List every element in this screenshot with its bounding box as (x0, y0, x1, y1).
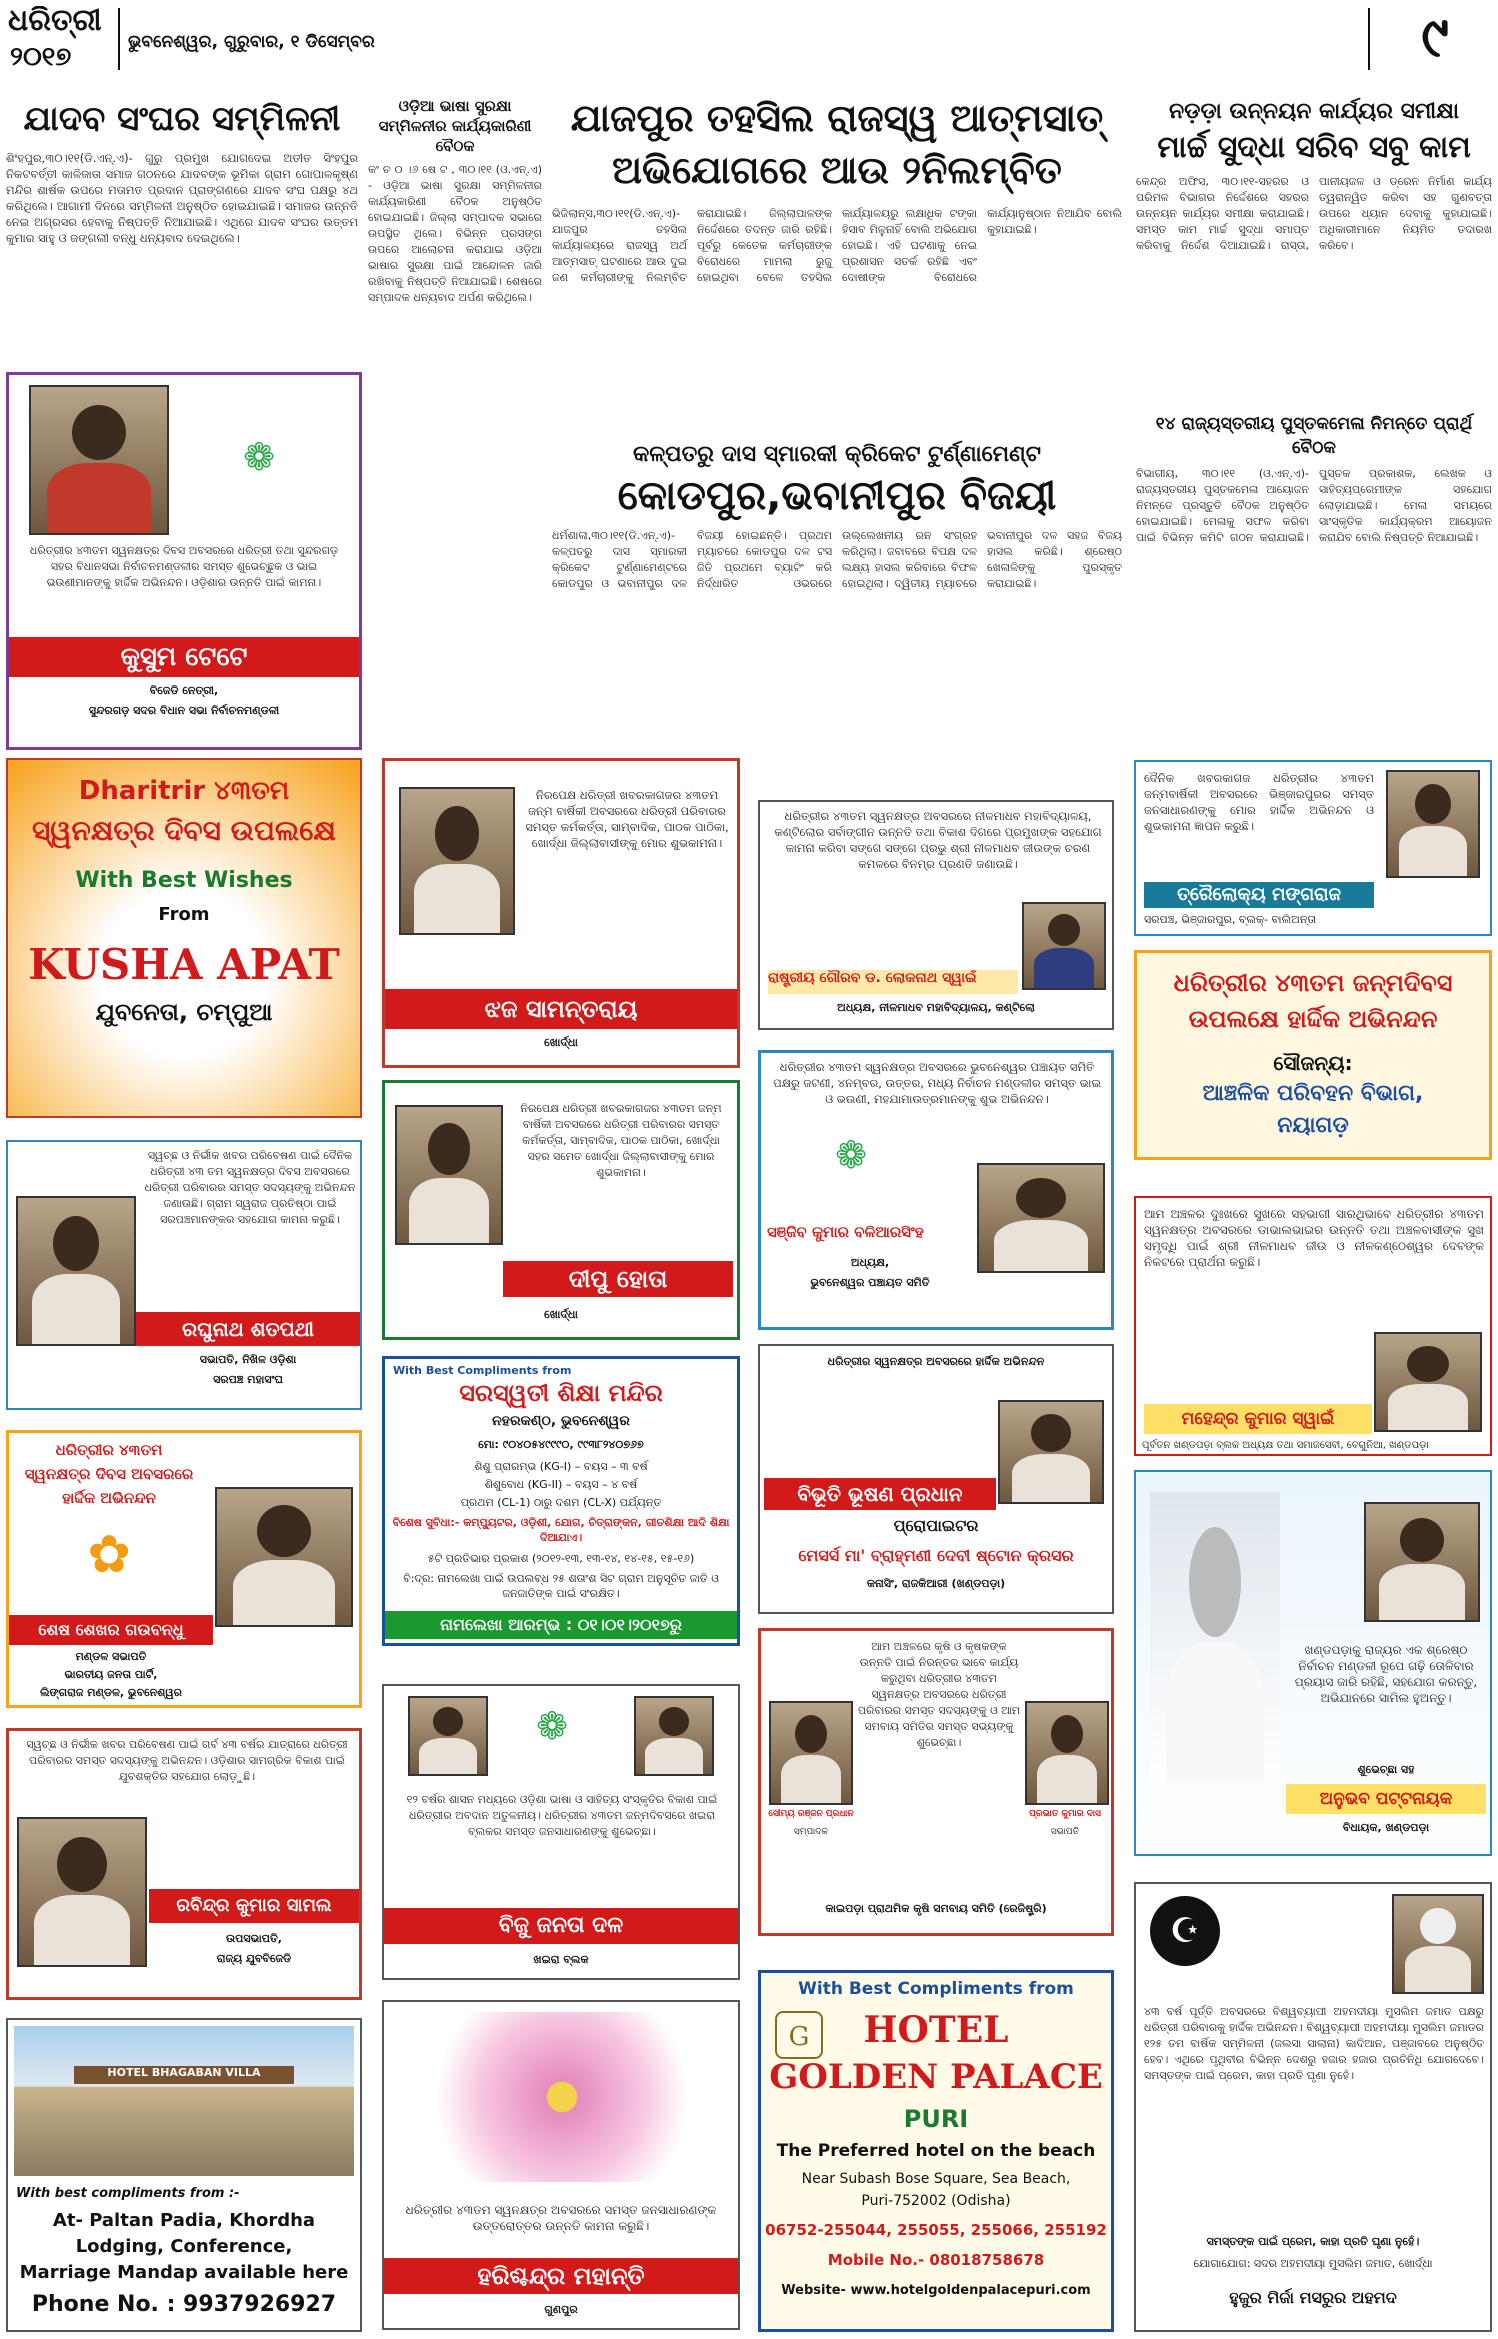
ad-role: ଅଧ୍ୟକ୍ଷ, (850, 1256, 890, 1269)
ad-firm: ମେସର୍ସ ମା' ବ୍ରାହ୍ମଣୀ ଦେବୀ ଷ୍ଟୋନ କ୍ରସର (798, 1546, 1074, 1565)
ad-header: With Best Compliments from (393, 1364, 572, 1377)
ad-phone: ମୋ: ୯୦୪୦୫୪୯୯୯୦, ୯୯୩୮୨୪୦୭୬୭ (478, 1438, 644, 1451)
ad-line4: ବିଶେଷ ସୁବିଧା:- କମ୍ପ୍ୟୁଟର, ଓଡ଼ିଶୀ, ଯୋଗ, ଚିତ୍ରାଙ୍କନ, ଗୀତଶିକ୍ଷା ଆଦି ଶିକ୍ଷା ଦିଆଯାଏ। (392, 1516, 730, 1544)
ad-place: ଖଇରା ବ୍ଲକ (533, 1953, 589, 1966)
ad-title-line1: Dharitrir ୪୩ତମ (78, 776, 290, 806)
ad-name: ରଘୁନାଥ ଶତପଥୀ (136, 1312, 360, 1346)
headline: କଳ୍ପତରୁ ଦାସ ସ୍ମାରକୀ କ୍ରିକେଟ ଟୁର୍ଣ୍ଣାମେଣ୍ଟ (633, 442, 1041, 467)
article-yadav (6, 96, 358, 366)
hotel-address1: Near Subash Bose Square, Sea Beach, (801, 2171, 1071, 2187)
portrait-photo (215, 1487, 353, 1627)
ad-name: ରବିନ୍ଦ୍ର କୁମାର ସାମଲ (149, 1889, 359, 1923)
ad-place: ଭୁବନେଶ୍ୱର ପଞ୍ଚାୟତ ସମିତି (810, 1276, 930, 1289)
ad-role: ସରପଞ୍ଚ, ଭିଞ୍ଜାରପୁର, ବ୍ଲକ୍- ବାଲିଅନ୍ତା (1144, 913, 1317, 926)
portrait-photo-left (769, 1701, 853, 1805)
ad-place: ଗୁଣପୁର (544, 2303, 578, 2316)
person1-role: ସମ୍ପାଦକ (793, 1827, 829, 1837)
ad-sanjib (758, 1050, 1114, 1330)
ad-role1: ମଣ୍ଡଳ ସଭାପତି (75, 1650, 147, 1663)
ad-role: ବିଧାୟକ, ଖଣ୍ଡପଡ଼ା (1342, 1821, 1430, 1834)
ad-dipu (382, 1080, 740, 1340)
ad-line5: ୫ଟି ପ୍ରତିଭାର ପ୍ରକାଶ (୨୦୧୨-୧୩, ୧୩-୧୪, ୧୪-୧୫, ୧୫-୧୬) (427, 1552, 695, 1565)
flower-image (404, 2012, 720, 2182)
ad-title-line3: ହାର୍ଦ୍ଦିକ ଅଭିନନ୍ଦନ (62, 1489, 156, 1507)
bjd-conch-icon: ❁ (536, 1704, 568, 1748)
portrait-photo (1392, 1894, 1484, 1994)
headline: ୧୪ ରାଜ୍ୟସ୍ତରୀୟ ପୁସ୍ତକମେଳା ନିମନ୍ତେ ପ୍ରାର୍ଥି ବୈଠକ (1155, 414, 1473, 458)
ad-sesha (6, 1430, 362, 1708)
ad-role1: ସଭାପତି, ନିଖିଳ ଓଡ଼ିଶା (199, 1353, 297, 1366)
page-number: ୯ (1421, 5, 1449, 70)
ad-line2: Lodging, Conference, (75, 2236, 293, 2257)
bjp-lotus-icon: ✿ (87, 1525, 131, 1585)
hotel-name-line1: HOTEL (863, 2009, 1009, 2051)
ad-admission: ନାମଲେଖା ଆରମ୍ଭ : ୦୧।୦୧।୨୦୧୭ରୁ (385, 1611, 737, 1639)
ad-name: କୁସୁମ ଟେଟେ (9, 637, 359, 677)
hotel-tagline: The Preferred hotel on the beach (776, 2141, 1096, 2161)
ad-bhagaban-villa (6, 2018, 362, 2332)
ad-name: ହରିଶ୍ଚନ୍ଦ୍ର ମହାନ୍ତି (384, 2258, 738, 2294)
ad-message: ନିରପେକ୍ଷ ଧରିତ୍ରୀ ଖବରକାଗଜର ୪୩ତମ ଜନ୍ମ ବାର୍ଷିକୀ ଅବସରରେ ଧରିତ୍ରୀ ପରିବାରର ସମସ୍ତ କର୍ମକର୍ତ୍ତା, ସାମ୍ବାଦିକ, ପାଠକ ପାଠିକା, ଖୋର୍ଦ୍ଧା ସହର ସମେତ ଖୋର୍ଦ୍ଧା ଜିଲ୍ଲାବାସୀଙ୍କୁ ମୋର ଶୁଭକାମନା। (520, 1102, 722, 1179)
portrait-photo (16, 1196, 136, 1346)
article-body: ଶିଂହପୁର,୩୦।୧୧(ଡି.ଏନ୍.ଏ)- ଗୁରୁ ପ୍ରମୁଖ ଯୋଗଦେଇ ଅତୀତ ସିଂହପୁର ନିକଟବର୍ତ୍ତୀ କାଳିଜାତା ସମାଜ ଗଠନରେ ଯାଦବଙ୍କ ଭୂମିକା ଗ୍ରାମ ଗୋପାଳକୃଷ୍ଣ ମନ୍ଦିର ଶାର୍ଷକ ଉପରେ ମତାମତ ପ୍ରଦାନ ପ୍ରାଙ୍ଗଣରେ ଯାଦବ ସଂଘ ପକ୍ଷରୁ ୪ଥ କରିଥିଲେ। ଆଗାମୀ ଦିନରେ ସମ୍ମିଳନୀ ଅନୁଷ୍ଠିତ ହୋଇଯାଇଛି। ସମାଜର ଉନ୍ନତି ନେଇ ଅଗ୍ରସର ହେବାକୁ ନିଷ୍ପତ୍ତି ନିଆଯାଇଛି। ଏଥିରେ ଯାଦବ ସଂଘର ଉତ୍ତମ କୁମାର ସାହୁ ଓ ଜଙ୍ଗଲୀ ବନ୍ଧୁ ଧନ୍ୟବାଦ ଦେଇଥିଲେ। (6, 151, 358, 245)
ad-place: ନୟାଗଡ଼ (1277, 1113, 1349, 1138)
hotel-website[interactable]: Website- www.hotelgoldenpalacepuri.com (781, 2283, 1091, 2298)
portrait-photo-leader (408, 1696, 488, 1776)
ad-message: ଆମ ଅଞ୍ଚଳର ଦୁଃଖରେ ସୁଖରେ ସହଭାଗୀ ସାରଥିଭାବେ ଧରିତ୍ରୀର ୪୩ତମ ସ୍ୱନକ୍ଷତ୍ର ଅବସରରେ ଡାଭାଲଭାଇର ଉନ୍ନତି ତଥା ଅଞ୍ଚଳବାସୀଙ୍କ ସୁଖ ସମୃଦ୍ଧି ପାଇଁ ଶ୍ରୀ ନୀଳମାଧବ ଜୀଉ ଓ ନୀଳକଣ୍ଠେଶ୍ୱର ଦେବଙ୍କ ନିକଟରେ ପ୍ରାର୍ଥନା କରୁଛି। (1144, 1207, 1484, 1269)
ad-place: ନହରକଣ୍ଠ, ଭୁବନେଶ୍ୱର (492, 1413, 630, 1429)
ad-rto (1134, 950, 1492, 1160)
ad-message: ୪୩ ବର୍ଷ ପୂର୍ତ୍ତି ଅବସରରେ ବିଶ୍ୱବ୍ୟାପୀ ଅହମଦୀୟା ମୁସଲିମ ଜମାତ ପକ୍ଷରୁ ଧରିତ୍ରୀ ପରିବାରକୁ ହାର୍ଦ୍ଦିକ ଅଭିନନ୍ଦନ। ବିଶ୍ୱବ୍ୟାପୀ ଅହମଦୀୟା ମୁସଲିମ ଜମାତର ୧୨୫ ତମ ବାର୍ଷିକ ସମ୍ମିଳନୀ (ଜଲସା ସାଲାନା) କାଦିଆନ, ପଞ୍ଜାବରେ ଅନୁଷ୍ଠିତ ହେବ। ଏଥିରେ ପୃଥିବୀର ବିଭିନ୍ନ ଦେଶରୁ ହଜାର ହଜାର ପ୍ରତିନିଧି ଯୋଗଦେବେ। ସମସ୍ତଙ୍କ ପାଇଁ ପ୍ରେମ, କାହା ପ୍ରତି ଘୃଣା ନୁହେଁ। (1144, 2005, 1484, 2082)
ad-message: ଖଣ୍ଡପଡ଼ାକୁ ରାଜ୍ୟର ଏକ ଶ୍ରେଷ୍ଠ ନିର୍ବାଚନ ମଣ୍ଡଳୀ ରୂପେ ଗଢ଼ି ତୋଳିବାର ପ୍ରୟାସ ଜାରି ରହିଛି, ସହଯୋଗ କରନ୍ତୁ, ଅଭିଯାନରେ ସାମିଲ ହୁଅନ୍ତୁ। (1294, 1643, 1478, 1705)
article-body: କେନ୍ଦ୍ର ଅଫିସ, ୩୦।୧୧-ସହରର ଓ ପରିମଳ ବିଭାଗର ନିର୍ଦ୍ଦେଶରେ ସହରର ଉନ୍ନୟନ କାର୍ଯ୍ୟର ସମୀକ୍ଷା କରାଯାଇଛି। ସମସ୍ତ କାମ ମାର୍ଚ୍ଚ ସୁଦ୍ଧା ସମାପ୍ତ କରିବାକୁ ନିର୍ଦ୍ଦେଶ ଦିଆଯାଇଛି। ରାସ୍ତା, ପାନୀୟଜଳ ଓ ଡ୍ରେନ ନିର୍ମାଣ କାର୍ଯ୍ୟ ତ୍ୱରାନ୍ୱିତ କରିବା ସହ ଗୁଣବତ୍ତା ଉପରେ ଧ୍ୟାନ ଦେବାକୁ କୁହାଯାଇଛି। ଅଧିକାରୀମାନେ ନିୟମିତ ତଦାରଖ କରିବେ। (1136, 175, 1492, 252)
masthead (0, 0, 1498, 80)
ad-name: ସଞ୍ଜିବ କୁମାର ବଳିଆରସିଂହ (767, 1223, 924, 1241)
ad-role: ଅଧ୍ୟକ୍ଷ, ନୀଳମାଧବ ମହାବିଦ୍ୟାଳୟ, କଣ୍ଟିଲୋ (837, 1001, 1035, 1014)
ad-line3: ପ୍ରଥମ (CL-1) ଠାରୁ ଦଶମ (CL-X) ପର୍ଯ୍ୟନ୍ତ (460, 1496, 662, 1509)
masthead-logo: ଧରିତ୍ରୀ (8, 6, 102, 38)
portrait-photo (977, 1163, 1105, 1273)
ad-role: ପ୍ରୋପାଇଟର (893, 1516, 979, 1535)
article-body: ଧର୍ମଶାଳା,୩୦।୧୧(ଡି.ଏନ୍.ଏ)- କଳ୍ପତରୁ ଦାସ ସ୍ମାରକୀ କ୍ରିକେଟ ଟୁର୍ଣ୍ଣାମେଣ୍ଟରେ କୋଡପୁର ଓ ଭବାନୀପୁର ଦଳ ବିଜୟୀ ହୋଇଛନ୍ତି। ପ୍ରଥମ ମ୍ୟାଚରେ କୋଡପୁର ଦଳ ଟସ ଜିତି ପ୍ରଥମେ ବ୍ୟାଟିଂ କରି ନିର୍ଦ୍ଧାରିତ ଓଭରରେ ଉଲ୍ଲେଖନୀୟ ରନ ସଂଗ୍ରହ କରିଥିଲା। ଜବାବରେ ବିପକ୍ଷ ଦଳ ଲକ୍ଷ୍ୟ ହାସଲ କରିବାରେ ବିଫଳ ହୋଇଥିଲା। ଦ୍ୱିତୀୟ ମ୍ୟାଚରେ ଭବାନୀପୁର ଦଳ ସହଜ ବିଜୟ ହାସଲ କରିଛି। ଶ୍ରେଷ୍ଠ ଖେଳାଳିଙ୍କୁ ପୁରସ୍କୃତ କରାଯାଇଛି। (552, 529, 1122, 590)
portrait-photo (17, 1817, 147, 1967)
article-jajpur (552, 92, 1122, 432)
portrait-photo (634, 1696, 714, 1776)
ad-name: KUSHA APAT (28, 940, 340, 989)
dateline: ଭୁବନେଶ୍ୱର, ଗୁରୁବାର, ୧ ଡିସେମ୍ବର (128, 32, 375, 52)
ad-role: ଯୁବନେତା, ଚମ୍ପୁଆ (95, 998, 273, 1026)
ad-role2: ରାଜ୍ୟ ଯୁବବିଜେଡି (216, 1952, 292, 1965)
ad-message: ଦୈନିକ ଖବରକାଗଜ ଧରିତ୍ରୀର ୪୩ତମ ଜନ୍ମବାର୍ଷିକୀ ଅବସରରେ ଭିଞ୍ଜାରପୁରର ସମସ୍ତ ଜନସାଧାରଣଙ୍କୁ ମୋର ହାର୍ଦ୍ଦିକ ଅଭିନନ୍ଦନ ଓ ଶୁଭକାମନା ଜ୍ଞାପନ କରୁଛି। (1144, 771, 1374, 833)
ad-role2: ସରପଞ୍ଚ ମହାସଂଘ (213, 1373, 283, 1386)
ad-place: ସୁନ୍ଦରଗଡ଼ ସଦର ବିଧାନ ସଭା ନିର୍ବାଚନମଣ୍ଡଳୀ (88, 704, 280, 717)
ad-anubhav (1134, 1470, 1492, 1856)
hotel-mobile: Mobile No.- 08018758678 (827, 2251, 1045, 2269)
portrait-photo-right (1025, 1701, 1109, 1805)
ad-lokanath (758, 800, 1114, 1030)
ad-compliments: With best compliments from :- (16, 2186, 240, 2201)
ad-line1: At- Paltan Padia, Khordha (52, 2210, 316, 2231)
ad-message: ୧୨ ବର୍ଷର ଶାସନ ମଧ୍ୟରେ ଓଡ଼ିଶା ଭାଷା ଓ ସାହିତ୍ୟ ସଂସ୍କୃତିର ବିକାଶ ପାଇଁ ଧରିତ୍ରୀର ଅବଦାନ ଅତୁଳନୀୟ। ଧରିତ୍ରୀର ୪୩ତମ ଜନ୍ମଦିବସରେ ଖଇରା ବ୍ଲକର ସମସ୍ତ ଜନସାଧାରଣଙ୍କୁ ଶୁଭେଚ୍ଛା। (406, 1793, 718, 1838)
person1-name: ସୌମ୍ୟ ରଞ୍ଜନ ପ୍ରଧାନ (768, 1809, 854, 1819)
ad-message: ଧରିତ୍ରୀର ୪୩ତମ ସ୍ୱନକ୍ଷତ୍ର ଅବସରରେ ସମସ୍ତ ଜନସାଧାରଣଙ୍କ ଉତ୍ତରୋତ୍ତର ଉନ୍ନତି କାମନା କରୁଛି। (405, 2203, 717, 2233)
headline: ଓଡ଼ିଆ ଭାଷା ସୁରକ୍ଷା ସମ୍ମିଳନୀର କାର୍ଯ୍ୟକାରିଣୀ ବୈଠକ (378, 97, 532, 155)
ad-from: From (158, 904, 210, 925)
article-body: କଂ ଚ ୦ ।୬ ଷେ ଟ , ୩୦।୧୧ (ଓ.ଏନ୍.ଏ) - ଓଡ଼ିଆ ଭାଷା ସୁରକ୍ଷା ସମ୍ମିଳନୀର କାର୍ଯ୍ୟକାରିଣୀ ବୈଠକ ଅନୁଷ୍ଠିତ ହୋଇଯାଇଛି। ଜିଲ୍ଲା ସମ୍ପାଦକ ସଭାରେ ଉପସ୍ଥିତ ଥିଲେ। ବିଭିନ୍ନ ପ୍ରସଙ୍ଗ ଉପରେ ଆଲୋଚନା କରାଯାଇ ଓଡ଼ିଆ ଭାଷାର ସୁରକ୍ଷା ପାଇଁ ଆନ୍ଦୋଳନ ଜାରି ରଖିବାକୁ ନିଷ୍ପତ୍ତି ନିଆଯାଇଛି। ଶେଷରେ ସମ୍ପାଦକ ଧନ୍ୟବାଦ ଅର୍ପଣ କରିଥିଲେ। (368, 163, 542, 304)
hotel-name-line2: GOLDEN PALACE (769, 2057, 1103, 2097)
ad-message: ସ୍ୱଚ୍ଛ ଓ ନିର୍ଭୀକ ଖବର ପରିବେଷଣ ପାଇଁ ଦୈନିକ ଧରିତ୍ରୀ ୪୩ ତମ ସ୍ୱନକ୍ଷତ୍ର ଦିବସ ଅବସରରେ ଧରିତ୍ରୀ ପରିବାରର ସମସ୍ତ ସଦସ୍ୟଙ୍କୁ ଅଭିନନ୍ଦନ ଜଣାଉଛି। ଗ୍ରାମ ସ୍ୱରାଜ ପ୍ରତିଷ୍ଠା ପାଇଁ ସରପଞ୍ଚମାନଙ୍କର ସହଯୋଗ କାମନା କରୁଛି। (144, 1149, 356, 1226)
ad-place: କନାସିଂ, ରାଜକିଆରୀ (ଖଣ୍ଡପଡ଼ା) (866, 1577, 1006, 1590)
ad-name: ବିଜୁ ଜନତା ଦଳ (384, 1908, 738, 1944)
ad-trailokya (1134, 760, 1492, 936)
ad-name: ରାଷ୍ଟ୍ରୀୟ ଗୌରବ ଡ. ଲୋକନାଥ ସ୍ୱାଇଁ (768, 970, 1018, 994)
portrait-photo (1022, 902, 1106, 990)
ad-name: ସରସ୍ୱତୀ ଶିକ୍ଷା ମନ୍ଦିର (459, 1379, 663, 1407)
ad-role1: ଉପସଭାପତି, (226, 1932, 282, 1945)
article-body: ଭିଜିଲାନ୍ସ,୩୦।୧୧(ଡି.ଏନ୍.ଏ)- ଯାଜପୁର ତହସିଲ କାର୍ଯ୍ୟାଳୟରେ ରାଜସ୍ୱ ଅର୍ଥ ଆତ୍ମସାତ୍ ଘଟଣାରେ ଆଉ ଦୁଇ ଜଣ କର୍ମଚାରୀଙ୍କୁ ନିଲମ୍ବିତ କରାଯାଇଛି। ଜିଲ୍ଲାପାଳଙ୍କ ନିର୍ଦ୍ଦେଶରେ ତଦନ୍ତ ଜାରି ରହିଛି। ପୂର୍ବରୁ କେତେକ କର୍ମଚାରୀଙ୍କ ବିରୋଧରେ ମାମଲା ରୁଜୁ ହୋଇଥିବା ବେଳେ ତହସିଲ କାର୍ଯ୍ୟାଳୟରୁ ଲକ୍ଷାଧିକ ଟଙ୍କା ହିସାବ ମିଳୁନାହିଁ ବୋଲି ଅଭିଯୋଗ ହୋଇଛି। ଏହି ଘଟଣାକୁ ନେଇ ପ୍ରଶାସନ ସତର୍କ ରହିଛି ଏବଂ ଦୋଷୀଙ୍କ ବିରୋଧରେ କାର୍ଯ୍ୟାନୁଷ୍ଠାନ ନିଆଯିବ ବୋଲି କୁହାଯାଇଛି। (552, 207, 1122, 284)
ad-message: ସ୍ୱଚ୍ଛ ଓ ନିର୍ଭୀକ ଖବର ପରିବେଷଣ ପାଇଁ ଗର୍ବ ୪୩ ବର୍ଷର ଯାତ୍ରାରେ ଧରିତ୍ରୀ ପରିବାରର ସମସ୍ତ ସଦସ୍ୟଙ୍କୁ ଅଭିନନ୍ଦନ। ଓଡ଼ିଶାର ସାମଗ୍ରିକ ବିକାଶ ପାଇଁ ଯୁବଶକ୍ତିର ସହଯୋଗ ଲୋଡ଼ୁଛି। (26, 1738, 348, 1783)
ad-raghunath (6, 1140, 362, 1410)
ad-title-line2: ଉପଲକ୍ଷେ ହାର୍ଦ୍ଦିକ ଅଭିନନ୍ଦନ (1188, 1005, 1438, 1033)
ad-message: ନିରପେକ୍ଷ ଧରିତ୍ରୀ ଖବରକାଗଜର ୪୩ତମ ଜନ୍ମ ବାର୍ଷିକୀ ଅବସରରେ ଧରିତ୍ରୀ ପରିବାରର ସମସ୍ତ କର୍ମକର୍ତ୍ତା, ସାମ୍ବାଦିକ, ପାଠକ ପାଠିକା, ଖୋର୍ଦ୍ଧା ଜିଲ୍ଲାବାସୀଙ୍କୁ ମୋର ଶୁଭକାମନା। (525, 788, 729, 850)
ad-mahendra (1134, 1196, 1492, 1456)
article-cricket (552, 440, 1122, 740)
ad-title-line1: ଧରିତ୍ରୀର ୪୩ତମ ଜନ୍ମଦିବସ (1173, 969, 1453, 997)
ad-header: With Best Compliments from (798, 1979, 1074, 1999)
portrait-photo (395, 1105, 503, 1245)
article-nadda (1136, 96, 1492, 396)
hotel-photo (14, 2026, 354, 2176)
ad-courtesy: ସୌଜନ୍ୟ: (1273, 1051, 1353, 1075)
headline: ନଡ଼ଡ଼ା ଉନ୍ନୟନ କାର୍ଯ୍ୟର ସମୀକ୍ଷା (1169, 99, 1459, 124)
portrait-photo (998, 1400, 1104, 1504)
ad-title-line2: ସ୍ୱନକ୍ଷତ୍ର ଦିବସ ଅବସରରେ (24, 1465, 194, 1483)
hotel-sign: HOTEL BHAGABAN VILLA (74, 2066, 294, 2084)
ad-saraswati (382, 1356, 740, 1646)
ad-line1: ଶିଶୁ ପ୍ରାରମ୍ଭ (KG-I) – ବୟସ – ୩ ବର୍ଷ (474, 1460, 648, 1473)
ad-contact: ଯୋଗାଯୋଗ: ସଦର ଅହମଦୀୟା ମୁସଲିମ ଜମାତ, ଖୋର୍ଦ୍ଧା (1193, 2257, 1433, 2270)
portrait-photo-leader (1150, 1492, 1280, 1782)
ad-golden-palace (758, 1970, 1114, 2332)
portrait-photo (1364, 1502, 1480, 1622)
article-body: ବିଭାଗୀୟ, ୩୦।୧୧ (ଓ.ଏନ୍.ଏ)- ରାଜ୍ୟସ୍ତରୀୟ ପୁସ୍ତକମେଳା ଆୟୋଜନ ନିମନ୍ତେ ପ୍ରସ୍ତୁତି ବୈଠକ ଅନୁଷ୍ଠିତ ହୋଇଯାଇଛି। ମେଳାକୁ ସଫଳ କରିବା ପାଇଁ ବିଭିନ୍ନ କମିଟି ଗଠନ କରାଯାଇଛି। ପୁସ୍ତକ ପ୍ରକାଶକ, ଲେଖକ ଓ ସାହିତ୍ୟପ୍ରେମୀଙ୍କ ସହଯୋଗ ଲୋଡ଼ାଯାଇଛି। ମେଳା ସମୟରେ ସାଂସ୍କୃତିକ କାର୍ଯ୍ୟକ୍ରମ ଆୟୋଜନ କରାଯିବ ବୋଲି ନିଷ୍ପତ୍ତି ନିଆଯାଇଛି। (1136, 467, 1492, 544)
portrait-photo (29, 385, 169, 535)
bjd-conch-icon: ❁ (243, 435, 275, 479)
ad-name: ତ୍ରୈଲୋକ୍ୟ ମଙ୍ଗରାଜ (1144, 882, 1374, 908)
ad-role: ବିଜେଡି ନେତ୍ରୀ, (149, 684, 219, 697)
person2-role: ସଭାପତି (1050, 1827, 1080, 1837)
ad-title-line2: ସ୍ୱନକ୍ଷତ୍ର ଦିବସ ଉପଲକ୍ଷେ (32, 814, 336, 847)
ad-kusha-apat (6, 758, 362, 1118)
ad-place: ଖୋର୍ଦ୍ଧା (544, 1036, 578, 1049)
ad-name: ଅନୁଭବ ପଟ୍ଟନାୟକ (1286, 1784, 1486, 1814)
hotel-phones: 06752-255044, 255055, 255066, 255192 (765, 2221, 1107, 2239)
ad-role: ପୂର୍ବତନ ଖଣ୍ଡପଡ଼ା ବ୍ଲକ ଅଧ୍ୟକ୍ଷ ତଥା ସମାଜସେବୀ, ବେଗୁନିଆ, ଖଣ୍ଡପଡ଼ା (1142, 1440, 1429, 1451)
portrait-photo (399, 787, 515, 935)
ad-line3: Marriage Mandap available here (19, 2262, 349, 2283)
ad-harischandra (382, 2000, 740, 2330)
article-book-fair (1136, 412, 1492, 712)
ad-line6: ବି:ଦ୍ର: ନାମଲେଖା ପାଇଁ ଉପଲବ୍ଧ ୨୫ ଶତାଂଶ ସିଟ ଗ୍ରାମ ଅନୁସୂଚିତ ଜାତି ଓ ଜନଜାତିଙ୍କ ପାଇଁ ସଂରକ୍ଷିତ। (403, 1572, 719, 1600)
headline: ଯାଜପୁର ତହସିଲ ରାଜସ୍ୱ ଆତ୍ମସାତ୍ (570, 96, 1104, 140)
subheadline: ମାର୍ଚ୍ଚ ସୁଦ୍ଧା ସରିବ ସବୁ କାମ (1157, 130, 1471, 165)
ad-wishes: With Best Wishes (75, 868, 293, 893)
ad-wish: ଶୁଭେଚ୍ଛା ସହ (1357, 1763, 1415, 1776)
ad-line2: ଶିଶୁବୋଧ (KG-II) – ବୟସ – ୪ ବର୍ଷ (484, 1478, 638, 1491)
masthead-year: ୨୦୧୭ (10, 42, 72, 72)
subheadline: ଅଭିଯୋଗରେ ଆଉ ୨ନିଲମ୍ବିତ (612, 148, 1062, 192)
ad-dept: ଆଞ୍ଚଳିକ ପରିବହନ ବିଭାଗ, (1202, 1081, 1424, 1106)
ad-bjd (382, 1684, 740, 1980)
bjd-conch-icon: ❁ (835, 1133, 867, 1177)
hotel-logo-icon: G (775, 2011, 823, 2059)
ad-role3: ଲିଙ୍ଗରାଜ ମଣ୍ଡଳ, ଭୁବନେଶ୍ୱର (39, 1686, 183, 1699)
portrait-photo (1374, 1332, 1482, 1432)
subheadline: କୋଡପୁର,ଭବାନୀପୁର ବିଜୟୀ (617, 473, 1057, 519)
ad-title-line1: ଧରିତ୍ରୀର ୪୩ତମ (55, 1441, 163, 1459)
ad-message: ଧରିତ୍ରୀର ୪୩ତମ ସ୍ୱନକ୍ଷତ୍ର ଦିବସ ଅବସରରେ ଧରିତ୍ରୀ ତଥା ସୁନ୍ଦରଗଡ଼ ସହର ବିଧାନସଭା ନିର୍ବାଚନମଣ୍ଡଳୀର ସମସ୍ତ ଶୁଭେଚ୍ଛୁକ ଓ ଭାଇ ଭଉଣୀମାନଙ୍କୁ ହାର୍ଦ୍ଦିକ ଅଭିନନ୍ଦନ। ଓଡ଼ିଶାର ଉନ୍ନତି ପାଇଁ କାମନା। (29, 544, 339, 589)
ad-title: ଧରିତ୍ରୀର ସ୍ୱନକ୍ଷତ୍ର ଅବସରରେ ହାର୍ଦ୍ଦିକ ଅଭିନନ୍ଦନ (827, 1355, 1045, 1368)
hotel-address2: Puri-752002 (Odisha) (861, 2193, 1011, 2209)
ad-name: ଝଜ ସାମନ୍ତରାୟ (385, 989, 737, 1029)
ad-org: କାଇପଡ଼ା ପ୍ରାଥମିକ କୃଷି ସମବାୟ ସମିତି (ରେଜିଷ୍ଟ୍ରି) (825, 1902, 1047, 1915)
ad-rabindra (6, 1728, 362, 2000)
ad-place: ଖୋର୍ଦ୍ଧା (544, 1308, 578, 1321)
ad-name: ଦୀପୁ ହୋତା (503, 1261, 733, 1297)
ad-krushi (758, 1628, 1114, 1936)
ad-name: ହୁଜୁର ମିର୍ଜା ମସରୁର ଅହମଦ (1229, 2288, 1397, 2307)
person2-name: ପ୍ରଭାତ କୁମାର ଦାସ (1029, 1809, 1101, 1819)
ad-bibhuti (758, 1344, 1114, 1614)
ad-motto: ସମସ୍ତଙ୍କ ପାଇଁ ପ୍ରେମ, କାହା ପ୍ରତି ଘୃଣା ନୁହେଁ। (1206, 2235, 1420, 2248)
ad-name: ମହେନ୍ଦ୍ର କୁମାର ସ୍ୱାଇଁ (1144, 1404, 1372, 1434)
headline: ଯାଦବ ସଂଘର ସମ୍ମିଳନୀ (23, 99, 341, 139)
ad-phone: Phone No. : 9937926927 (31, 2292, 337, 2317)
article-odia-bhasa (368, 96, 542, 636)
hotel-name-line3: PURI (903, 2105, 969, 2133)
ad-name: ଶେଷ ଶେଖର ଗଉବନ୍ଧୁ (9, 1615, 213, 1645)
ad-jhaja (382, 758, 740, 1068)
ad-ahmadiyya (1134, 1882, 1492, 2332)
ad-role2: ଭାରତୀୟ ଜନତା ପାର୍ଟି, (64, 1668, 158, 1681)
ad-name: ବିଭୂତି ଭୂଷଣ ପ୍ରଧାନ (764, 1478, 996, 1510)
minaret-logo: ☪ (1150, 1896, 1220, 1966)
ad-message: ଧରିତ୍ରୀର ୪୩ତମ ସ୍ୱନକ୍ଷତ୍ର ଅବସରରେ ଭୁବନେଶ୍ୱର ପଞ୍ଚାୟତ ସମିତି ପକ୍ଷରୁ ଜଟଣୀ, ୪ନମ୍ବର, ଉତ୍ତର, ମଧ୍ୟ ନିର୍ବାଚନ ମଣ୍ଡଳୀର ସମସ୍ତ ଭାଇ ଓ ଭଉଣୀ, ମହଯାମାଉତ୍ରମାନଙ୍କୁ ଶୁଭ ଅଭିନନ୍ଦନ। (773, 1060, 1101, 1106)
ad-kusum-tete (6, 372, 362, 750)
ad-message: ଧରିତ୍ରୀର ୪୩ତମ ସ୍ୱନକ୍ଷତ୍ର ଅବସରରେ ନୀଳମାଧବ ମହାବିଦ୍ୟାଳୟ, କଣ୍ଟିଲୋର ସର୍ବାଙ୍ଗୀନ ଉନ୍ନତି ତଥା ବିକାଶ ଦିଗରେ ପ୍ରମୁଖଙ୍କ ସହଯୋଗ କାମନା କରିବା ସଙ୍ଗେ ସଙ୍ଗେ ପ୍ରଭୁ ଶ୍ରୀ ନୀଳମାଧବ ଜୀଉଙ୍କ ଚରଣ କମଳରେ ବିନମ୍ର ପ୍ରଣତି ଜଣାଉଛି। (774, 809, 1102, 871)
portrait-photo (1386, 770, 1480, 878)
ad-message: ଆମ ଅଞ୍ଚଳରେ କୃଷି ଓ କୃଷକଙ୍କ ଉନ୍ନତି ପାଇଁ ନିରନ୍ତର ଭାବେ କାର୍ଯ୍ୟ କରୁଥିବା ଧରିତ୍ରୀର ୪୩ତମ ସ୍ୱନକ୍ଷତ୍ର ଅବସରରେ ଧରିତ୍ରୀ ପରିବାରର ସମସ୍ତ ସଦସ୍ୟଙ୍କୁ ଓ ଆମ ସମବାୟ ସମିତିର ସମସ୍ତ ସଭ୍ୟଙ୍କୁ ଶୁଭେଚ୍ଛା। (857, 1640, 1021, 1749)
